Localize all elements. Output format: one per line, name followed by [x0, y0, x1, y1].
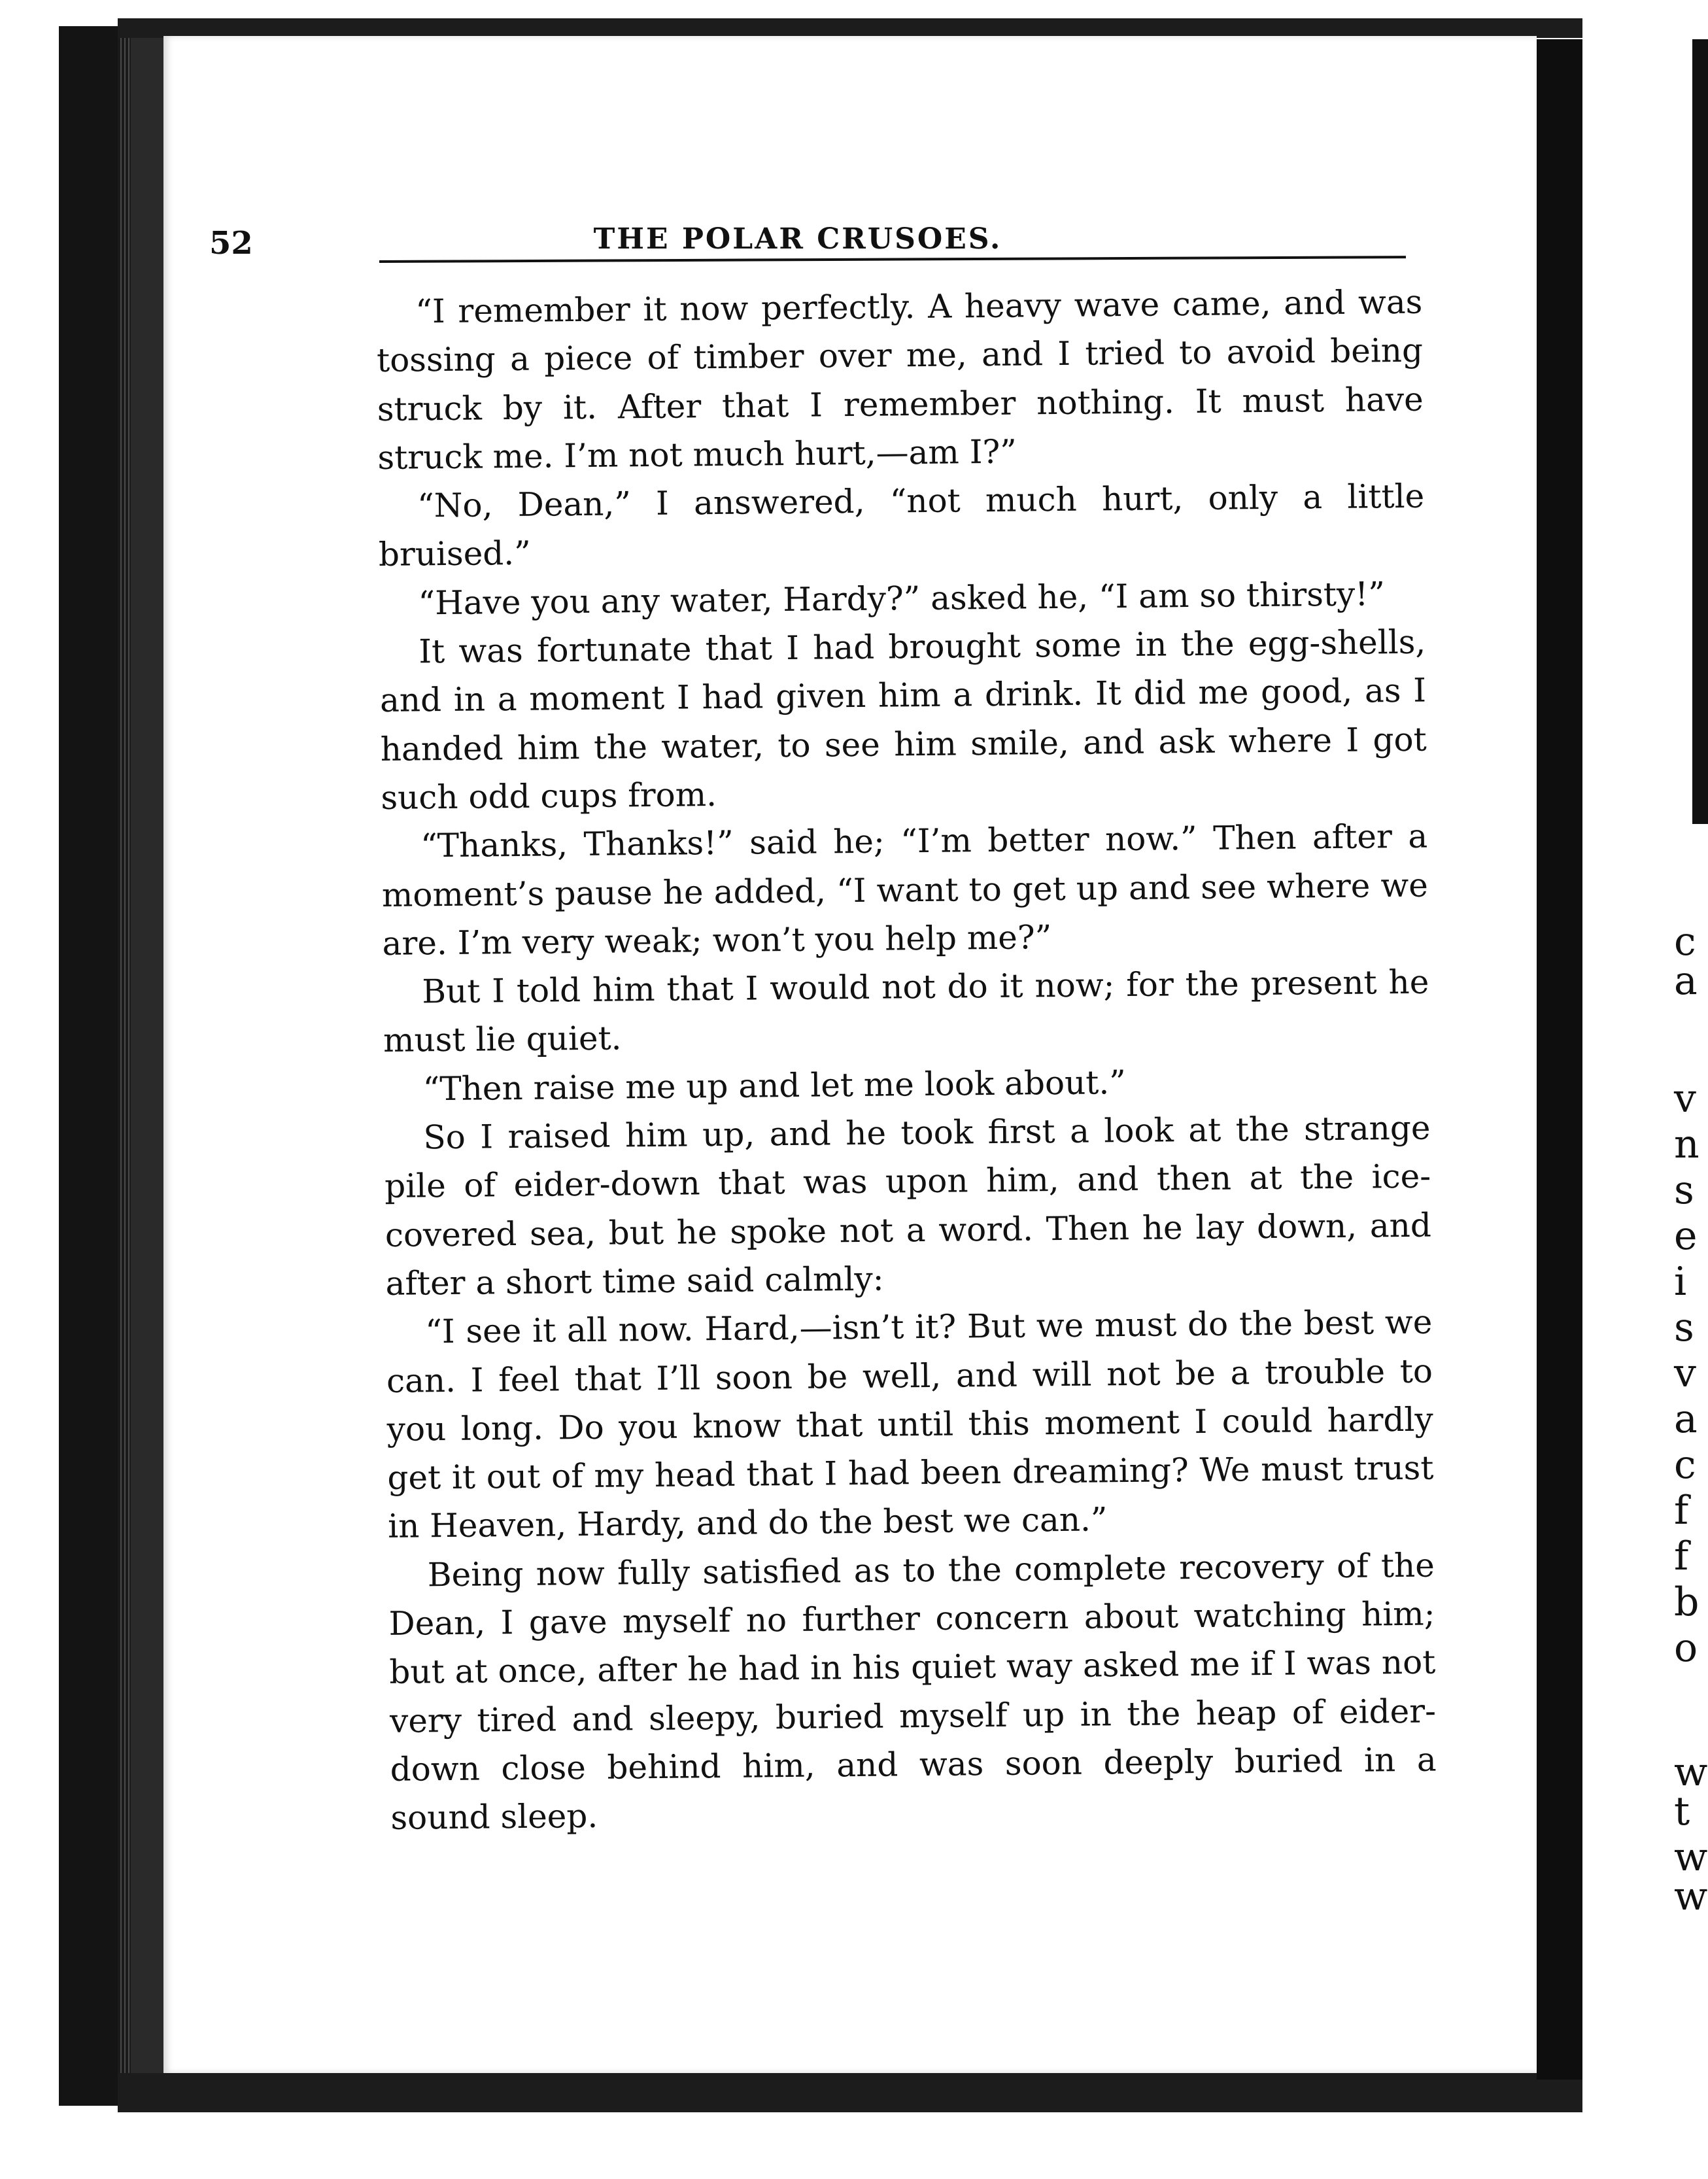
- page-number: 52: [209, 225, 253, 262]
- facing-page-letter: w: [1674, 1874, 1708, 1919]
- facing-page-letter: e: [1674, 1213, 1698, 1259]
- paragraph: “Have you any water, Hardy?” asked he, “I am so thirsty!”: [418, 574, 1386, 623]
- facing-page-letter: c: [1674, 919, 1696, 965]
- facing-page-letter: i: [1674, 1259, 1687, 1305]
- facing-page-letter: n: [1674, 1122, 1699, 1167]
- paragraph: But I told him that I would not do it now; for the present he must lie quiet.: [383, 963, 1429, 1060]
- right-gutter: [1537, 39, 1582, 2080]
- facing-page-letter: a: [1674, 958, 1698, 1004]
- paragraph: “No, Dean,” I answered, “not much hurt, only a little bruised.”: [378, 477, 1425, 574]
- paragraph: “I remember it now perfectly. A heavy wave came, and was tossing a piece of timber over me, and I tried to avoid being struck by it. After that I remember nothing. It must have struck me. I’m not much hurt,—am I?”: [376, 283, 1424, 477]
- paragraph: Being now fully satisfied as to the complete recovery of the Dean, I gave myself no further concern about watching him; but at once, after he had in his quiet way asked me if I was not very tired and sleepy, buried myself up in the heap of eider-down close behind him, and was soon deeply buried in a sound sleep.: [388, 1546, 1437, 1838]
- facing-page-letter: w: [1674, 1834, 1708, 1880]
- binding-shadow: [131, 33, 163, 2093]
- facing-page-letter: w: [1674, 1749, 1708, 1795]
- facing-page-letter: s: [1674, 1305, 1694, 1350]
- paragraph: So I raised him up, and he took first a look at the strange pile of eider-down that was upon him, and then at the ice-covered sea, but he spoke not a word. Then he lay down, and after a short time said calmly:: [384, 1108, 1432, 1303]
- book-title: THE POLAR CRUSOES.: [593, 222, 1002, 256]
- facing-page-letter: t: [1674, 1789, 1690, 1834]
- body-text: [376, 278, 1437, 1843]
- paragraph: It was fortunate that I had brought some in the egg-shells, and in a moment I had given him a drink. It did me good, as I handed him the water, to see him smile, and ask where I got such odd cups from.: [379, 623, 1427, 817]
- paragraph: “I see it all now. Hard,—isn’t it? But we must do the best we can. I feel that I’ll soon be well, and will not be a trouble to you long. Do you know that until this moment I could hardly get it out of my head that I had been dreaming? We must trust in Heaven, Hardy, and do the best we can.”: [386, 1303, 1434, 1546]
- facing-page-letter: a: [1674, 1396, 1698, 1442]
- facing-page-letter: f: [1674, 1488, 1689, 1534]
- bottom-book-edge: [118, 2073, 1582, 2112]
- facing-page-letter: b: [1674, 1579, 1699, 1625]
- top-book-edge: [118, 18, 1582, 38]
- facing-page-letter: c: [1674, 1442, 1696, 1488]
- facing-page-letter: o: [1674, 1625, 1698, 1671]
- facing-page-letter: v: [1674, 1350, 1696, 1396]
- facing-page-letter: v: [1674, 1076, 1696, 1122]
- paragraph: “Thanks, Thanks!” said he; “I’m better now.” Then after a moment’s pause he added, “I want to get up and see where we are. I’m very weak; won’t you help me?”: [381, 817, 1429, 963]
- facing-page-letter: s: [1674, 1167, 1694, 1213]
- paragraph: “Then raise me up and let me look about.”: [422, 1063, 1127, 1108]
- facing-page-edge: [1692, 39, 1708, 824]
- facing-page-letter: f: [1674, 1534, 1689, 1579]
